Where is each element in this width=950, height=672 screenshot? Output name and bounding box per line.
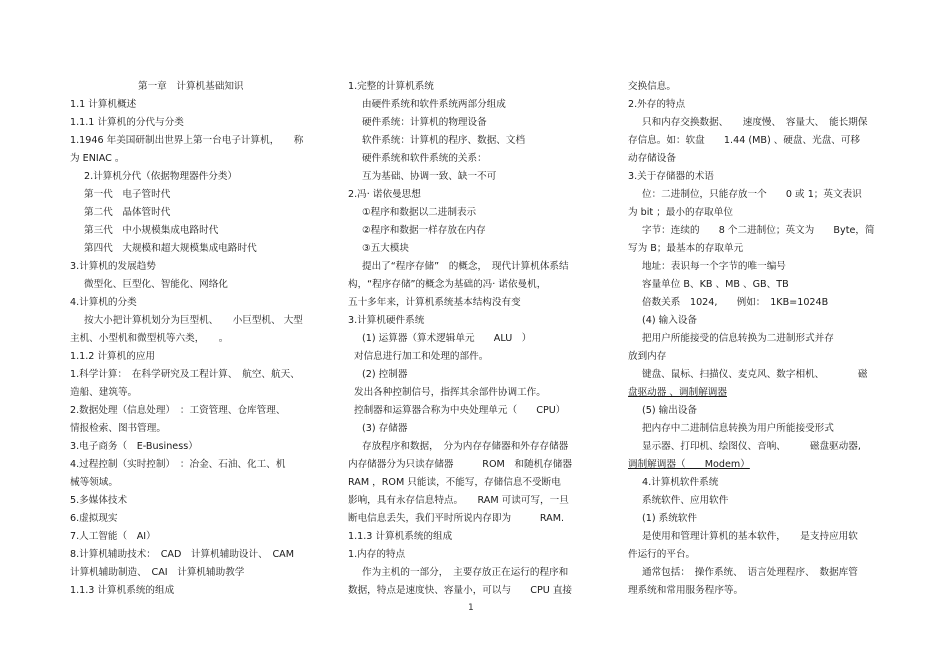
text-line: 互为基础、协调一致、缺一不可 bbox=[362, 171, 497, 182]
text-line: 影响，具有永存信息特点。 RAM 可读可写，一旦 bbox=[348, 495, 569, 506]
text-line: 地址：表识每一个字节的唯一编号 bbox=[642, 261, 786, 272]
text-line: 1.1946 年美国研制出世界上第一台电子计算机， 称 bbox=[70, 135, 304, 146]
text-line: 造船、建筑等。 bbox=[70, 387, 138, 398]
text-line: 写为 B；最基本的存取单元 bbox=[628, 243, 744, 254]
text-line: 微型化、巨型化、智能化、网络化 bbox=[84, 279, 228, 290]
text-line: 2.冯· 诺依曼思想 bbox=[348, 189, 421, 200]
text-line: 计算机辅助制造、 CAI 计算机辅助教学 bbox=[70, 567, 245, 578]
text-line: 键盘、鼠标、扫描仪、麦克风、数字相机、 磁 bbox=[642, 369, 868, 380]
text-line: 硬件系统和软件系统的关系： bbox=[362, 153, 487, 164]
text-line: (1) 运算器（算术逻辑单元 ALU ） bbox=[362, 333, 532, 344]
text-line: 4.计算机的分类 bbox=[70, 297, 137, 308]
text-line: 件运行的平台。 bbox=[628, 549, 696, 560]
text-line: 软件系统：计算机的程序、数据、文档 bbox=[362, 135, 526, 146]
text-line: 6.虚拟现实 bbox=[70, 513, 118, 524]
text-line: 系统软件、应用软件 bbox=[642, 495, 729, 506]
text-line: 3.计算机硬件系统 bbox=[348, 315, 425, 326]
text-line: 只和内存交换数据、 速度慢、 容量大、 能长期保 bbox=[642, 117, 868, 128]
text-line: 情报检索、图书管理。 bbox=[70, 423, 166, 434]
text-line: 为 bit ；最小的存取单位 bbox=[628, 207, 733, 218]
text-line: 第四代 大规模和超大规模集成电路时代 bbox=[84, 243, 257, 254]
text-line: 构，“程序存储”的概念为基础的冯· 诺依曼机， bbox=[348, 279, 547, 290]
text-line: 提出了“程序存储” 的概念， 现代计算机体系结 bbox=[362, 261, 569, 272]
text-line: 控制器和运算器合称为中央处理单元（ CPU） bbox=[354, 405, 566, 416]
text-line: 通常包括： 操作系统、 语言处理程序、 数据库管 bbox=[642, 567, 858, 578]
text-line: 8.计算机辅助技术： CAD 计算机辅助设计、 CAM bbox=[70, 549, 295, 560]
text-line: 3.电子商务（ E-Business） bbox=[70, 441, 198, 452]
text-line: ③五大模块 bbox=[362, 243, 409, 254]
text-line: 存放程序和数据， 分为内存存储器和外存存储器 bbox=[362, 441, 569, 452]
subsection-heading: 1.1.3 计算机系统的组成 bbox=[70, 585, 175, 596]
text-line: (4) 输入设备 bbox=[642, 315, 698, 326]
text-line: 容量单位 B、KB 、MB 、GB、TB bbox=[642, 279, 789, 290]
text-line: 由硬件系统和软件系统两部分组成 bbox=[362, 99, 506, 110]
text-line: 3.计算机的发展趋势 bbox=[70, 261, 156, 272]
text-line: 7.人工智能（ AI） bbox=[70, 531, 156, 542]
text-line: 数据，特点是速度快、容量小，可以与 CPU 直接 bbox=[348, 585, 573, 596]
text-line: 倍数关系 1024, 例如： 1KB=1024B bbox=[642, 297, 829, 308]
text-line-underlined: 盘驱动器 、调制解调器 bbox=[628, 387, 727, 398]
text-line: 1.科学计算： 在科学研究及工程计算、 航空、航天、 bbox=[70, 369, 300, 380]
subsection-heading: 1.1.2 计算机的应用 bbox=[70, 351, 156, 362]
text-line: 交换信息。 bbox=[628, 81, 676, 92]
text-line: 为 ENIAC 。 bbox=[70, 153, 125, 164]
text-line: 内存储器分为只读存储器 ROM 和随机存储器 bbox=[348, 459, 572, 470]
text-line: (5) 输出设备 bbox=[642, 405, 698, 416]
text-line: RAM ，ROM 只能读，不能写，存储信息不受断电 bbox=[348, 477, 561, 488]
text-line: 4.计算机软件系统 bbox=[642, 477, 719, 488]
text-line: 放到内存 bbox=[628, 351, 667, 362]
text-line: 主机、小型机和微型机等六类， 。 bbox=[70, 333, 229, 344]
text-line: 3.关于存储器的术语 bbox=[628, 171, 714, 182]
text-line: 把用户所能接受的信息转换为二进制形式并存 bbox=[642, 333, 834, 344]
chapter-title: 第一章 计算机基础知识 bbox=[138, 81, 244, 92]
text-line: 动存储设备 bbox=[628, 153, 676, 164]
column-middle bbox=[348, 78, 610, 600]
text-line: 2.计算机分代（依据物理器件分类） bbox=[84, 171, 238, 182]
text-line: 2.数据处理（信息处理） ：工资管理、仓库管理、 bbox=[70, 405, 286, 416]
column-right bbox=[628, 78, 890, 600]
text-line: 对信息进行加工和处理的部件。 bbox=[354, 351, 489, 362]
text-line: (1) 系统软件 bbox=[642, 513, 698, 524]
text-line: 硬件系统：计算机的物理设备 bbox=[362, 117, 487, 128]
text-line: 1.完整的计算机系统 bbox=[348, 81, 434, 92]
text-line: 位：二进制位，只能存放一个 0 或 1；英文表识 bbox=[642, 189, 862, 200]
subsection-heading: 1.1.3 计算机系统的组成 bbox=[348, 531, 453, 542]
text-line: 1.内存的特点 bbox=[348, 549, 406, 560]
page-number: 1 bbox=[468, 603, 474, 613]
text-line: ①程序和数据以二进制表示 bbox=[362, 207, 477, 218]
text-line: 2.外存的特点 bbox=[628, 99, 686, 110]
text-line: 断电信息丢失，我们平时所说内存即为 RAM. bbox=[348, 513, 565, 524]
text-line: 械等领域。 bbox=[70, 477, 118, 488]
text-line: ②程序和数据一样存放在内存 bbox=[362, 225, 486, 236]
section-heading: 1.1 计算机概述 bbox=[70, 99, 137, 110]
text-line-underlined: 调制解调器（ Modem） bbox=[628, 459, 750, 470]
text-line: (3) 存储器 bbox=[362, 423, 408, 434]
text-line: 第一代 电子管时代 bbox=[84, 189, 171, 200]
text-line: 字节：连续的 8 个二进制位；英文为 Byte，简 bbox=[642, 225, 875, 236]
text-line: 第二代 晶体管时代 bbox=[84, 207, 171, 218]
text-line: 4.过程控制（实时控制） ：冶金、石油、化工、机 bbox=[70, 459, 286, 470]
text-line: 是使用和管理计算机的基本软件， 是支持应用软 bbox=[642, 531, 858, 542]
subsection-heading: 1.1.1 计算机的分代与分类 bbox=[70, 117, 184, 128]
text-line: 发出各种控制信号，指挥其余部件协调工作。 bbox=[354, 387, 546, 398]
text-line: 理系统和常用服务程序等。 bbox=[628, 585, 744, 596]
text-line: 第三代 中小规模集成电路时代 bbox=[84, 225, 219, 236]
text-line: 五十多年来，计算机系统基本结构没有变 bbox=[348, 297, 521, 308]
column-left bbox=[70, 78, 330, 600]
text-line: 把内存中二进制信息转换为用户所能接受形式 bbox=[642, 423, 834, 434]
text-line: 显示器、打印机、绘图仪、音响、 磁盘驱动器, bbox=[642, 441, 861, 452]
text-line: 存信息。如：软盘 1.44 (MB) 、硬盘、光盘、可移 bbox=[628, 135, 861, 146]
text-line: 按大小把计算机划分为巨型机、 小巨型机、 大型 bbox=[84, 315, 303, 326]
text-line: 作为主机的一部分， 主要存放正在运行的程序和 bbox=[362, 567, 569, 578]
text-line: 5.多媒体技术 bbox=[70, 495, 128, 506]
text-line: (2) 控制器 bbox=[362, 369, 408, 380]
